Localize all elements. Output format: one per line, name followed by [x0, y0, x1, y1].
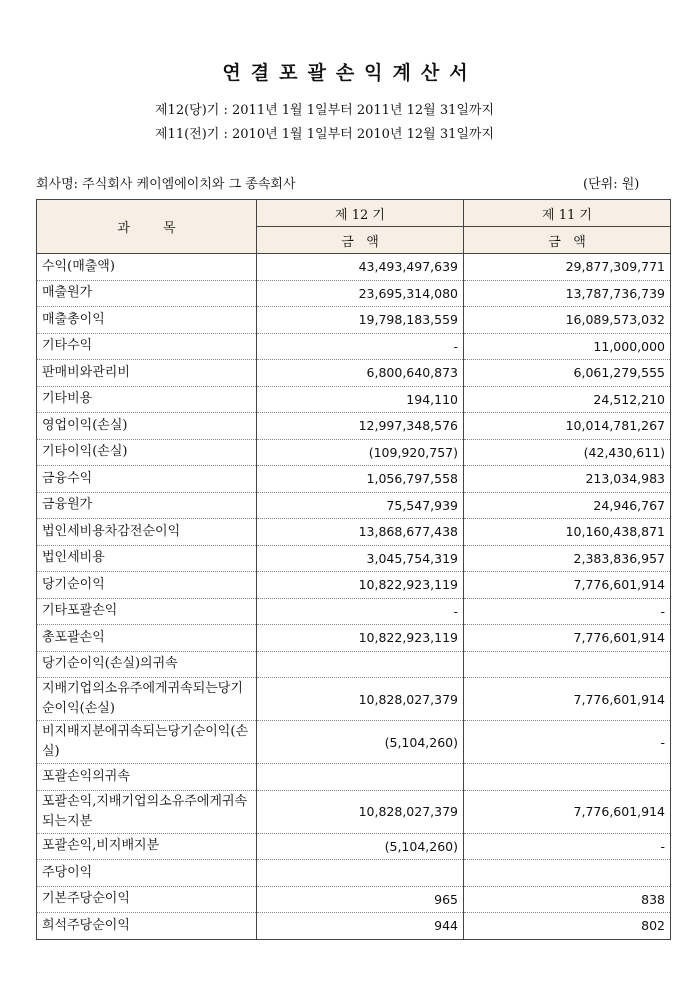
table-row	[37, 678, 671, 721]
row-label: 포괄손익,비지배지분	[37, 833, 257, 860]
row-label: 영업이익(손실)	[37, 413, 257, 440]
row-current: 23,695,314,080	[257, 280, 464, 307]
table-row	[37, 333, 671, 360]
table-row	[37, 307, 671, 334]
row-label: 수익(매출액)	[37, 254, 257, 281]
row-prior: 10,160,438,871	[464, 519, 671, 546]
row-current: 965	[257, 886, 464, 913]
table-row	[37, 466, 671, 493]
table-row	[37, 386, 671, 413]
row-prior: 838	[464, 886, 671, 913]
row-label: 지배기업의소유주에게귀속되는당기순이익(손실)	[37, 678, 257, 721]
row-current: 944	[257, 913, 464, 940]
row-prior: 7,776,601,914	[464, 790, 671, 833]
row-current: 10,828,027,379	[257, 790, 464, 833]
row-label: 비지배지분에귀속되는당기순이익(손실)	[37, 721, 257, 764]
row-prior	[464, 764, 671, 791]
table-row	[37, 360, 671, 387]
income-statement-table	[36, 199, 671, 940]
row-label: 금융수익	[37, 466, 257, 493]
row-prior: -	[464, 598, 671, 625]
period-current: 제12(당)기 : 2011년 1월 1일부터 2011년 12월 31일까지	[155, 103, 495, 118]
header-amount-current: 금 액	[257, 227, 464, 254]
row-label: 기타이익(손실)	[37, 439, 257, 466]
row-current: 3,045,754,319	[257, 545, 464, 572]
row-label: 주당이익	[37, 860, 257, 887]
row-current: 19,798,183,559	[257, 307, 464, 334]
table-row	[37, 519, 671, 546]
table-row	[37, 790, 671, 833]
table-row	[37, 280, 671, 307]
row-current	[257, 651, 464, 678]
table-row	[37, 413, 671, 440]
row-current: 43,493,497,639	[257, 254, 464, 281]
row-prior: (42,430,611)	[464, 439, 671, 466]
row-prior: -	[464, 833, 671, 860]
row-label: 기타비용	[37, 386, 257, 413]
row-current	[257, 860, 464, 887]
row-prior: 10,014,781,267	[464, 413, 671, 440]
row-current: 10,828,027,379	[257, 678, 464, 721]
row-label: 기타포괄손익	[37, 598, 257, 625]
row-label: 법인세비용	[37, 545, 257, 572]
document-title: 연결포괄손익계산서	[222, 62, 478, 84]
row-label: 판매비와관리비	[37, 360, 257, 387]
row-prior: 24,512,210	[464, 386, 671, 413]
row-current: 12,997,348,576	[257, 413, 464, 440]
table-row	[37, 492, 671, 519]
row-label: 총포괄손익	[37, 625, 257, 652]
row-current: 194,110	[257, 386, 464, 413]
row-prior	[464, 651, 671, 678]
period-prior: 제11(전)기 : 2010년 1월 1일부터 2010년 12월 31일까지	[155, 127, 495, 142]
table-row	[37, 764, 671, 791]
row-current: (109,920,757)	[257, 439, 464, 466]
table-row	[37, 439, 671, 466]
row-current: 1,056,797,558	[257, 466, 464, 493]
row-prior: 802	[464, 913, 671, 940]
row-prior: 7,776,601,914	[464, 678, 671, 721]
row-prior: 13,787,736,739	[464, 280, 671, 307]
row-label: 법인세비용차감전순이익	[37, 519, 257, 546]
row-current: (5,104,260)	[257, 721, 464, 764]
row-prior: -	[464, 721, 671, 764]
table-row	[37, 598, 671, 625]
row-prior: 2,383,836,957	[464, 545, 671, 572]
table-row	[37, 913, 671, 940]
row-current: 75,547,939	[257, 492, 464, 519]
row-prior: 6,061,279,555	[464, 360, 671, 387]
row-current: 13,868,677,438	[257, 519, 464, 546]
row-label: 기본주당순이익	[37, 886, 257, 913]
row-label: 당기순이익(손실)의귀속	[37, 651, 257, 678]
row-prior: 11,000,000	[464, 333, 671, 360]
table-row	[37, 254, 671, 281]
unit-label: (단위: 원)	[583, 177, 640, 192]
row-prior	[464, 860, 671, 887]
row-current: -	[257, 598, 464, 625]
table-row	[37, 886, 671, 913]
company-name: 회사명: 주식회사 케이엠에이치와 그 종속회사	[36, 177, 296, 192]
table-row	[37, 651, 671, 678]
row-label: 포괄손익,지배기업의소유주에게귀속되는지분	[37, 790, 257, 833]
header-amount-prior: 금 액	[464, 227, 671, 254]
row-prior: 7,776,601,914	[464, 625, 671, 652]
row-current: 10,822,923,119	[257, 572, 464, 599]
row-label: 포괄손익의귀속	[37, 764, 257, 791]
row-current: -	[257, 333, 464, 360]
row-current: 10,822,923,119	[257, 625, 464, 652]
row-prior: 16,089,573,032	[464, 307, 671, 334]
row-label: 매출원가	[37, 280, 257, 307]
row-current: (5,104,260)	[257, 833, 464, 860]
table-row	[37, 572, 671, 599]
row-label: 희석주당순이익	[37, 913, 257, 940]
table-row	[37, 545, 671, 572]
table-row	[37, 721, 671, 764]
header-prior-period: 제 11 기	[464, 200, 671, 227]
row-prior: 24,946,767	[464, 492, 671, 519]
row-prior: 7,776,601,914	[464, 572, 671, 599]
table-row	[37, 833, 671, 860]
row-label: 기타수익	[37, 333, 257, 360]
table-row	[37, 625, 671, 652]
header-current-period: 제 12 기	[257, 200, 464, 227]
row-label: 금융원가	[37, 492, 257, 519]
row-label: 당기순이익	[37, 572, 257, 599]
table-row	[37, 860, 671, 887]
row-prior: 29,877,309,771	[464, 254, 671, 281]
row-label: 매출총이익	[37, 307, 257, 334]
row-current: 6,800,640,873	[257, 360, 464, 387]
header-account: 과 목	[37, 200, 257, 254]
row-prior: 213,034,983	[464, 466, 671, 493]
row-current	[257, 764, 464, 791]
